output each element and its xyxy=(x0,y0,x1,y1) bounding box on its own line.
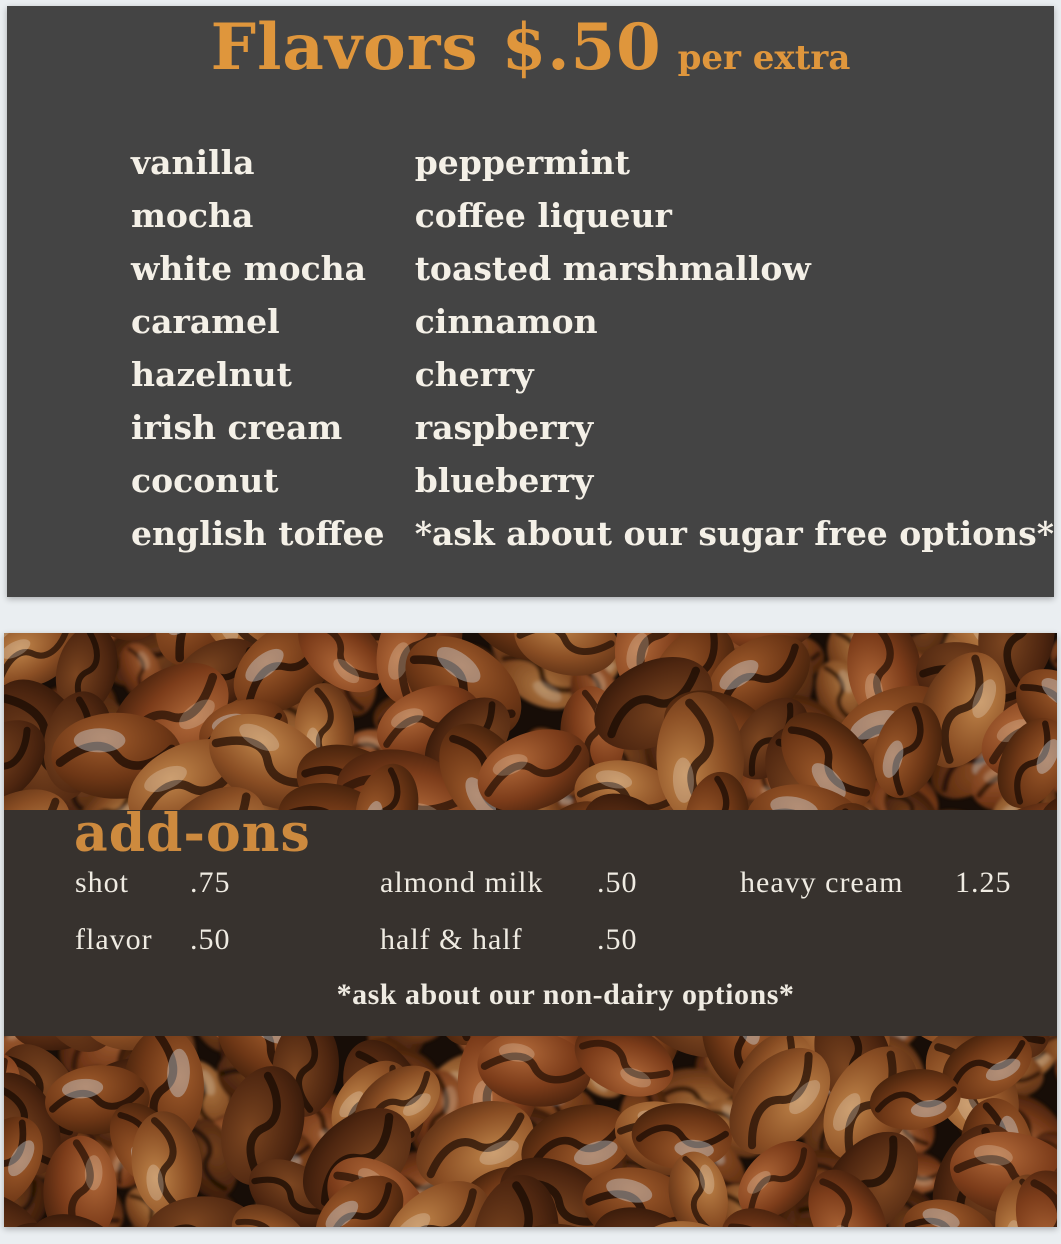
flavors-list xyxy=(7,136,1054,560)
addon-price: .75 xyxy=(190,866,231,899)
addon-price: .50 xyxy=(597,923,638,956)
flavor-item: vanilla xyxy=(131,143,255,182)
flavor-item: hazelnut xyxy=(131,355,292,394)
flavors-menu-slide xyxy=(7,6,1054,597)
addons-non-dairy-note: *ask about our non-dairy options* xyxy=(336,978,795,1011)
flavor-item: coffee liqueur xyxy=(414,196,672,235)
flavors-title: Flavors $.50 xyxy=(210,10,662,85)
flavors-left-column xyxy=(131,136,415,560)
addon-price: .50 xyxy=(190,923,231,956)
flavor-item: white mocha xyxy=(131,249,367,288)
flavor-item: blueberry xyxy=(414,461,594,500)
flavor-item: cinnamon xyxy=(414,302,598,341)
flavor-item: raspberry xyxy=(414,408,594,447)
flavor-item: irish cream xyxy=(131,408,343,447)
addon-name: heavy cream xyxy=(740,866,904,899)
flavor-item: cherry xyxy=(414,355,534,394)
flavor-item: english toffee xyxy=(131,514,385,553)
addon-name: half & half xyxy=(380,923,523,956)
flavor-item: coconut xyxy=(131,461,279,500)
addon-name: almond milk xyxy=(380,866,544,899)
flavors-title-row xyxy=(7,6,1054,85)
flavors-sugar-free-note: *ask about our sugar free options* xyxy=(414,514,1054,553)
flavors-title-suffix: per extra xyxy=(677,38,851,78)
flavor-item: mocha xyxy=(131,196,254,235)
addons-panel xyxy=(4,803,1057,1036)
addons-title: add-ons xyxy=(74,803,311,864)
addon-price: 1.25 xyxy=(955,866,1012,899)
flavor-item: caramel xyxy=(131,302,280,341)
addon-name: shot xyxy=(75,866,130,899)
flavor-item: toasted marshmallow xyxy=(414,249,811,288)
flavors-right-column xyxy=(415,136,1054,560)
flavor-item: peppermint xyxy=(414,143,630,182)
addons-menu-slide xyxy=(4,633,1057,1227)
addon-name: flavor xyxy=(75,923,153,956)
addon-price: .50 xyxy=(597,866,638,899)
